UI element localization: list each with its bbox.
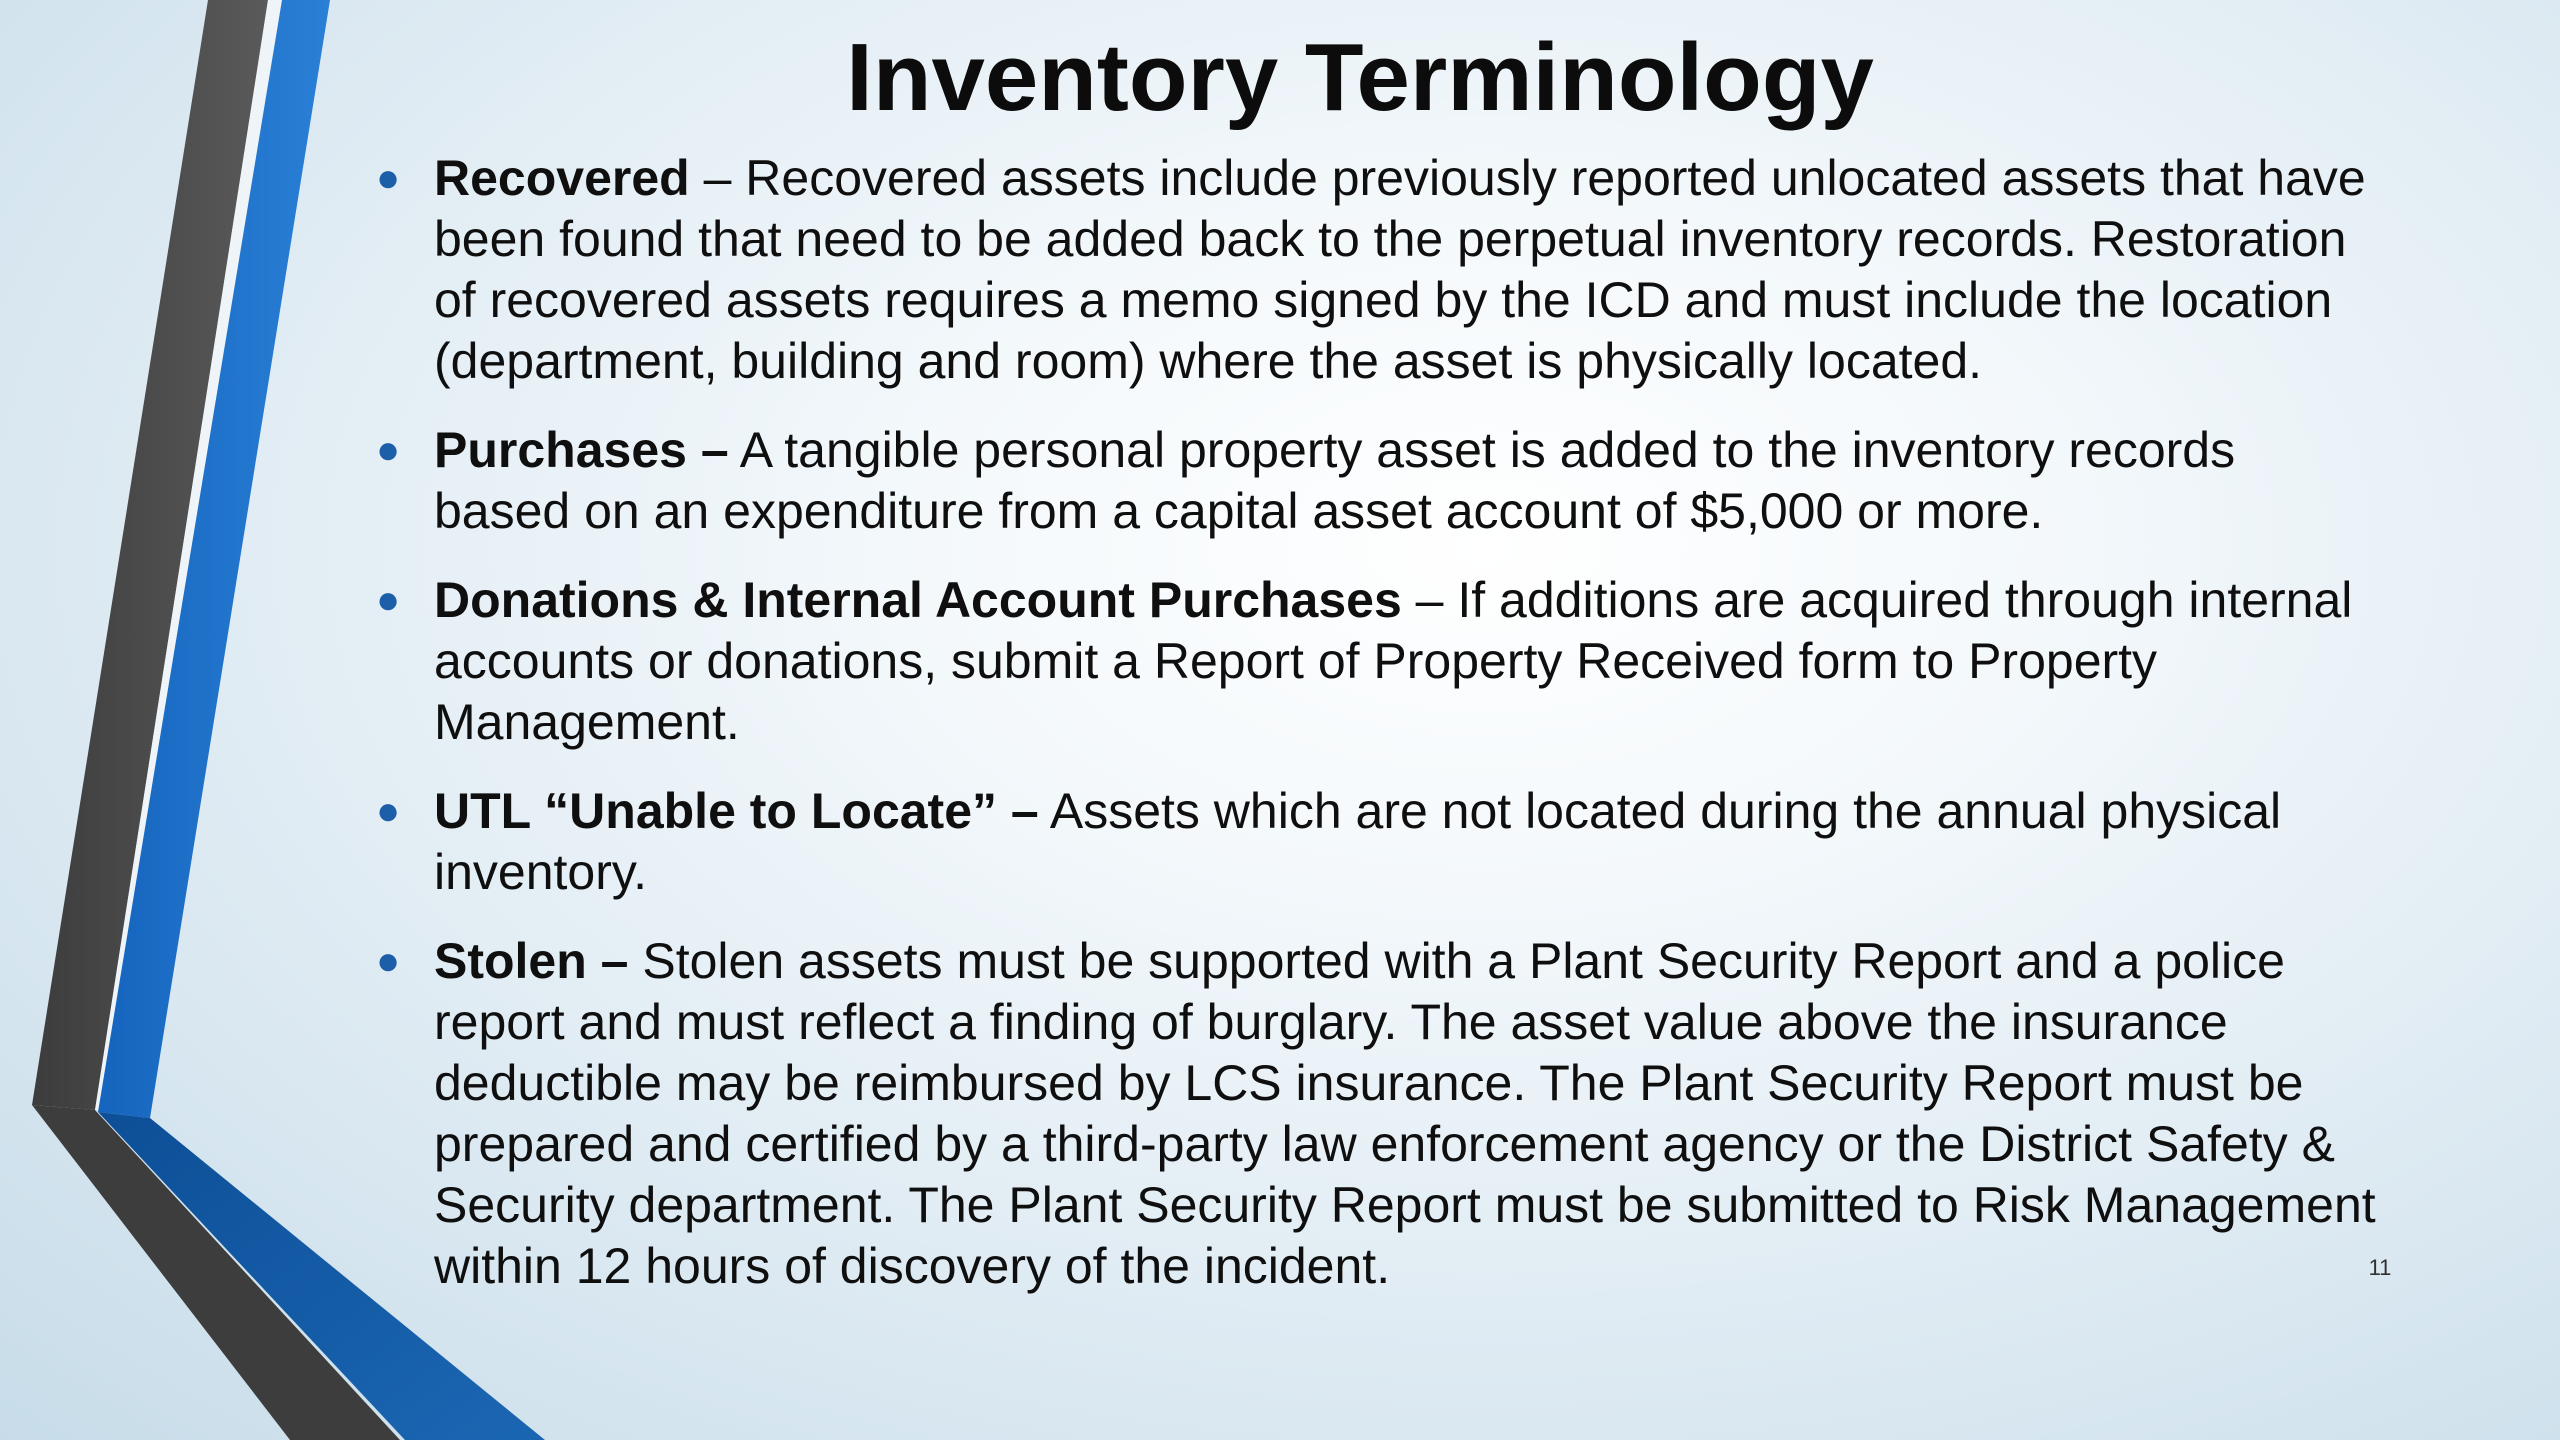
term-label: Stolen – (434, 933, 629, 989)
term-label: UTL “Unable to Locate” – (434, 783, 1039, 839)
bullet-dot-icon: ● (376, 428, 401, 472)
term-label: Donations & Internal Account Purchases (434, 572, 1402, 628)
bullet-list (372, 148, 2382, 1325)
term-description: Stolen assets must be supported with a Plant Security Report and a police report and must reflect a finding of burglary. The asset value above the insurance deductible may be reimbursed by LCS insurance. The Plant Security Report must be prepared and certified by a third-party law enforcement agency or the District Safety & Security department. The Plant Security Report must be submitted to Risk Management within 12 hours of discovery of the incident. (434, 933, 2376, 1294)
page-number: 11 (2368, 1255, 2392, 1280)
term-label: Purchases – (434, 422, 729, 478)
list-item-donations (372, 570, 2382, 753)
list-item-recovered (372, 148, 2382, 392)
list-item-stolen (372, 931, 2382, 1297)
list-item-purchases (372, 420, 2382, 542)
gray-stripe-lower (32, 1105, 400, 1440)
list-item-utl (372, 781, 2382, 903)
term-label: Recovered (434, 150, 690, 206)
term-description: – Recovered assets include previously reported unlocated assets that have been found that need to be added back to the perpetual inventory records. Restoration of recovered assets requires a memo signed by the ICD and must include the location (department, building and room) where the asset is physically located. (434, 150, 2366, 389)
bullet-dot-icon: ● (376, 578, 401, 622)
slide-title: Inventory Terminology (846, 24, 1874, 131)
bullet-dot-icon: ● (376, 789, 401, 833)
term-description: – If additions are acquired through internal accounts or donations, submit a Report of Property Received form to Property Management. (434, 572, 2353, 750)
term-description: Assets which are not located during the annual physical inventory. (434, 783, 2282, 900)
bullet-dot-icon: ● (376, 156, 401, 200)
term-description: A tangible personal property asset is added to the inventory records based on an expenditure from a capital asset account of $5,000 or more. (434, 422, 2236, 539)
bullet-dot-icon: ● (376, 939, 401, 983)
